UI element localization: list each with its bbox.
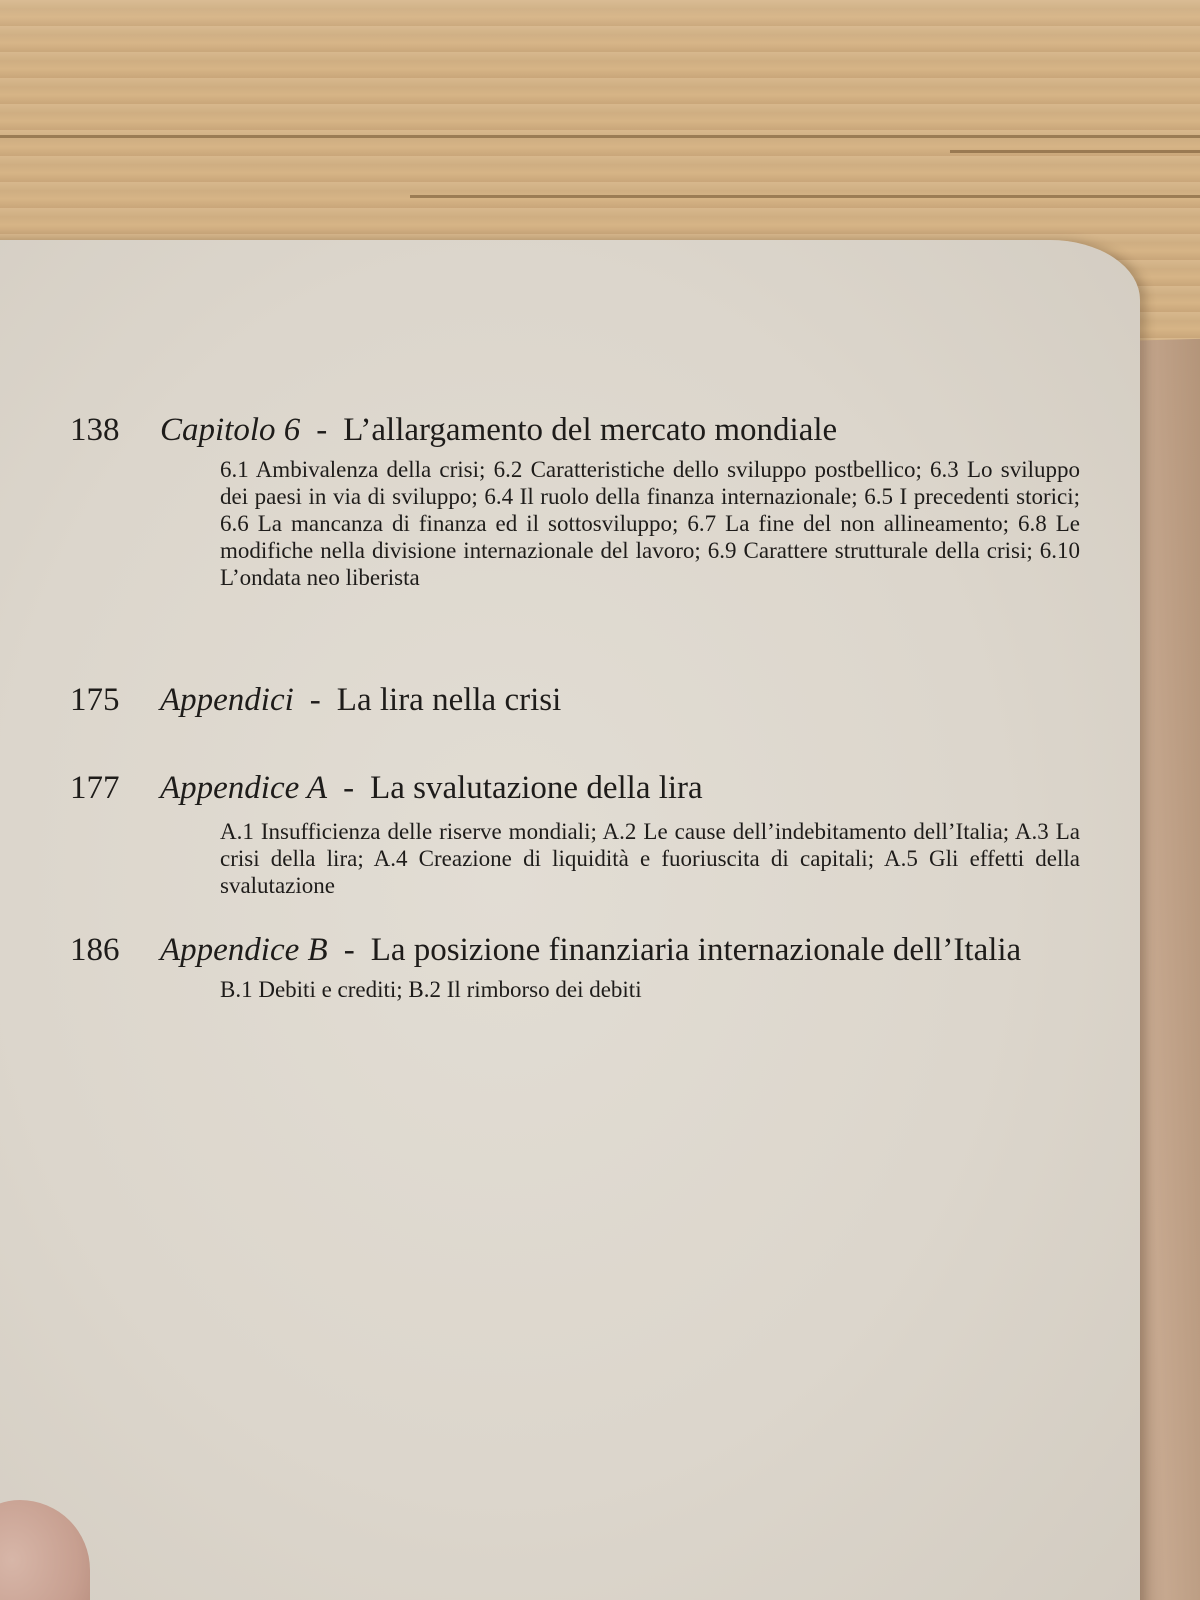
separator-dash: - xyxy=(343,770,355,806)
separator-dash: - xyxy=(316,412,328,448)
chapter-title: La posizione finanziaria internazionale dell’Italia xyxy=(370,932,1022,968)
chapter-title: L’allargamento del mercato mondiale xyxy=(343,412,838,448)
page-number: 177 xyxy=(70,770,120,806)
chapter-label: Capitolo 6 xyxy=(160,412,301,448)
section-list: A.1 Insufficienza delle riserve mondiali; A.2 Le cause dell’indebitamento dell’Italia; A.3 La crisi della lira; A.4 Creazione di liquidità e fuoriuscita di capitali; A.5 Gli effetti della svalutazione xyxy=(220,819,1080,898)
toc-entry-heading xyxy=(70,930,1110,970)
chapter-label: Appendice B xyxy=(160,932,328,968)
toc-entry-appendici xyxy=(70,680,1110,720)
page-number: 175 xyxy=(70,682,120,718)
toc-entry-heading xyxy=(70,768,1110,808)
chapter-label: Appendici xyxy=(160,682,294,718)
chapter-title: La lira nella crisi xyxy=(336,682,562,718)
toc-entry-heading xyxy=(70,680,1110,720)
toc-entry-appendice-a xyxy=(70,768,1110,899)
page-number: 186 xyxy=(70,932,120,968)
toc-entry-chapter-6 xyxy=(70,410,1110,591)
page-number: 138 xyxy=(70,412,120,448)
separator-dash: - xyxy=(309,682,321,718)
section-list: 6.1 Ambivalenza della crisi; 6.2 Caratteristiche dello sviluppo postbellico; 6.3 Lo sviluppo dei paesi in via di sviluppo; 6.4 Il ruolo della finanza internazionale; 6.5 I precedenti storici; 6.6 La mancanza di finanza ed il sottosviluppo; 6.7 La fine del non allineamento; 6.8 Le modifiche nella divisione internazionale del lavoro; 6.9 Carattere strutturale della crisi; 6.10 L’ondata neo liberista xyxy=(220,457,1080,590)
toc-entry-appendice-b xyxy=(70,930,1110,1003)
separator-dash: - xyxy=(343,932,355,968)
chapter-label: Appendice A xyxy=(160,770,328,806)
section-list: B.1 Debiti e crediti; B.2 Il rimborso dei debiti xyxy=(220,977,642,1002)
chapter-title: La svalutazione della lira xyxy=(370,770,703,806)
toc-entry-heading xyxy=(70,410,1110,450)
